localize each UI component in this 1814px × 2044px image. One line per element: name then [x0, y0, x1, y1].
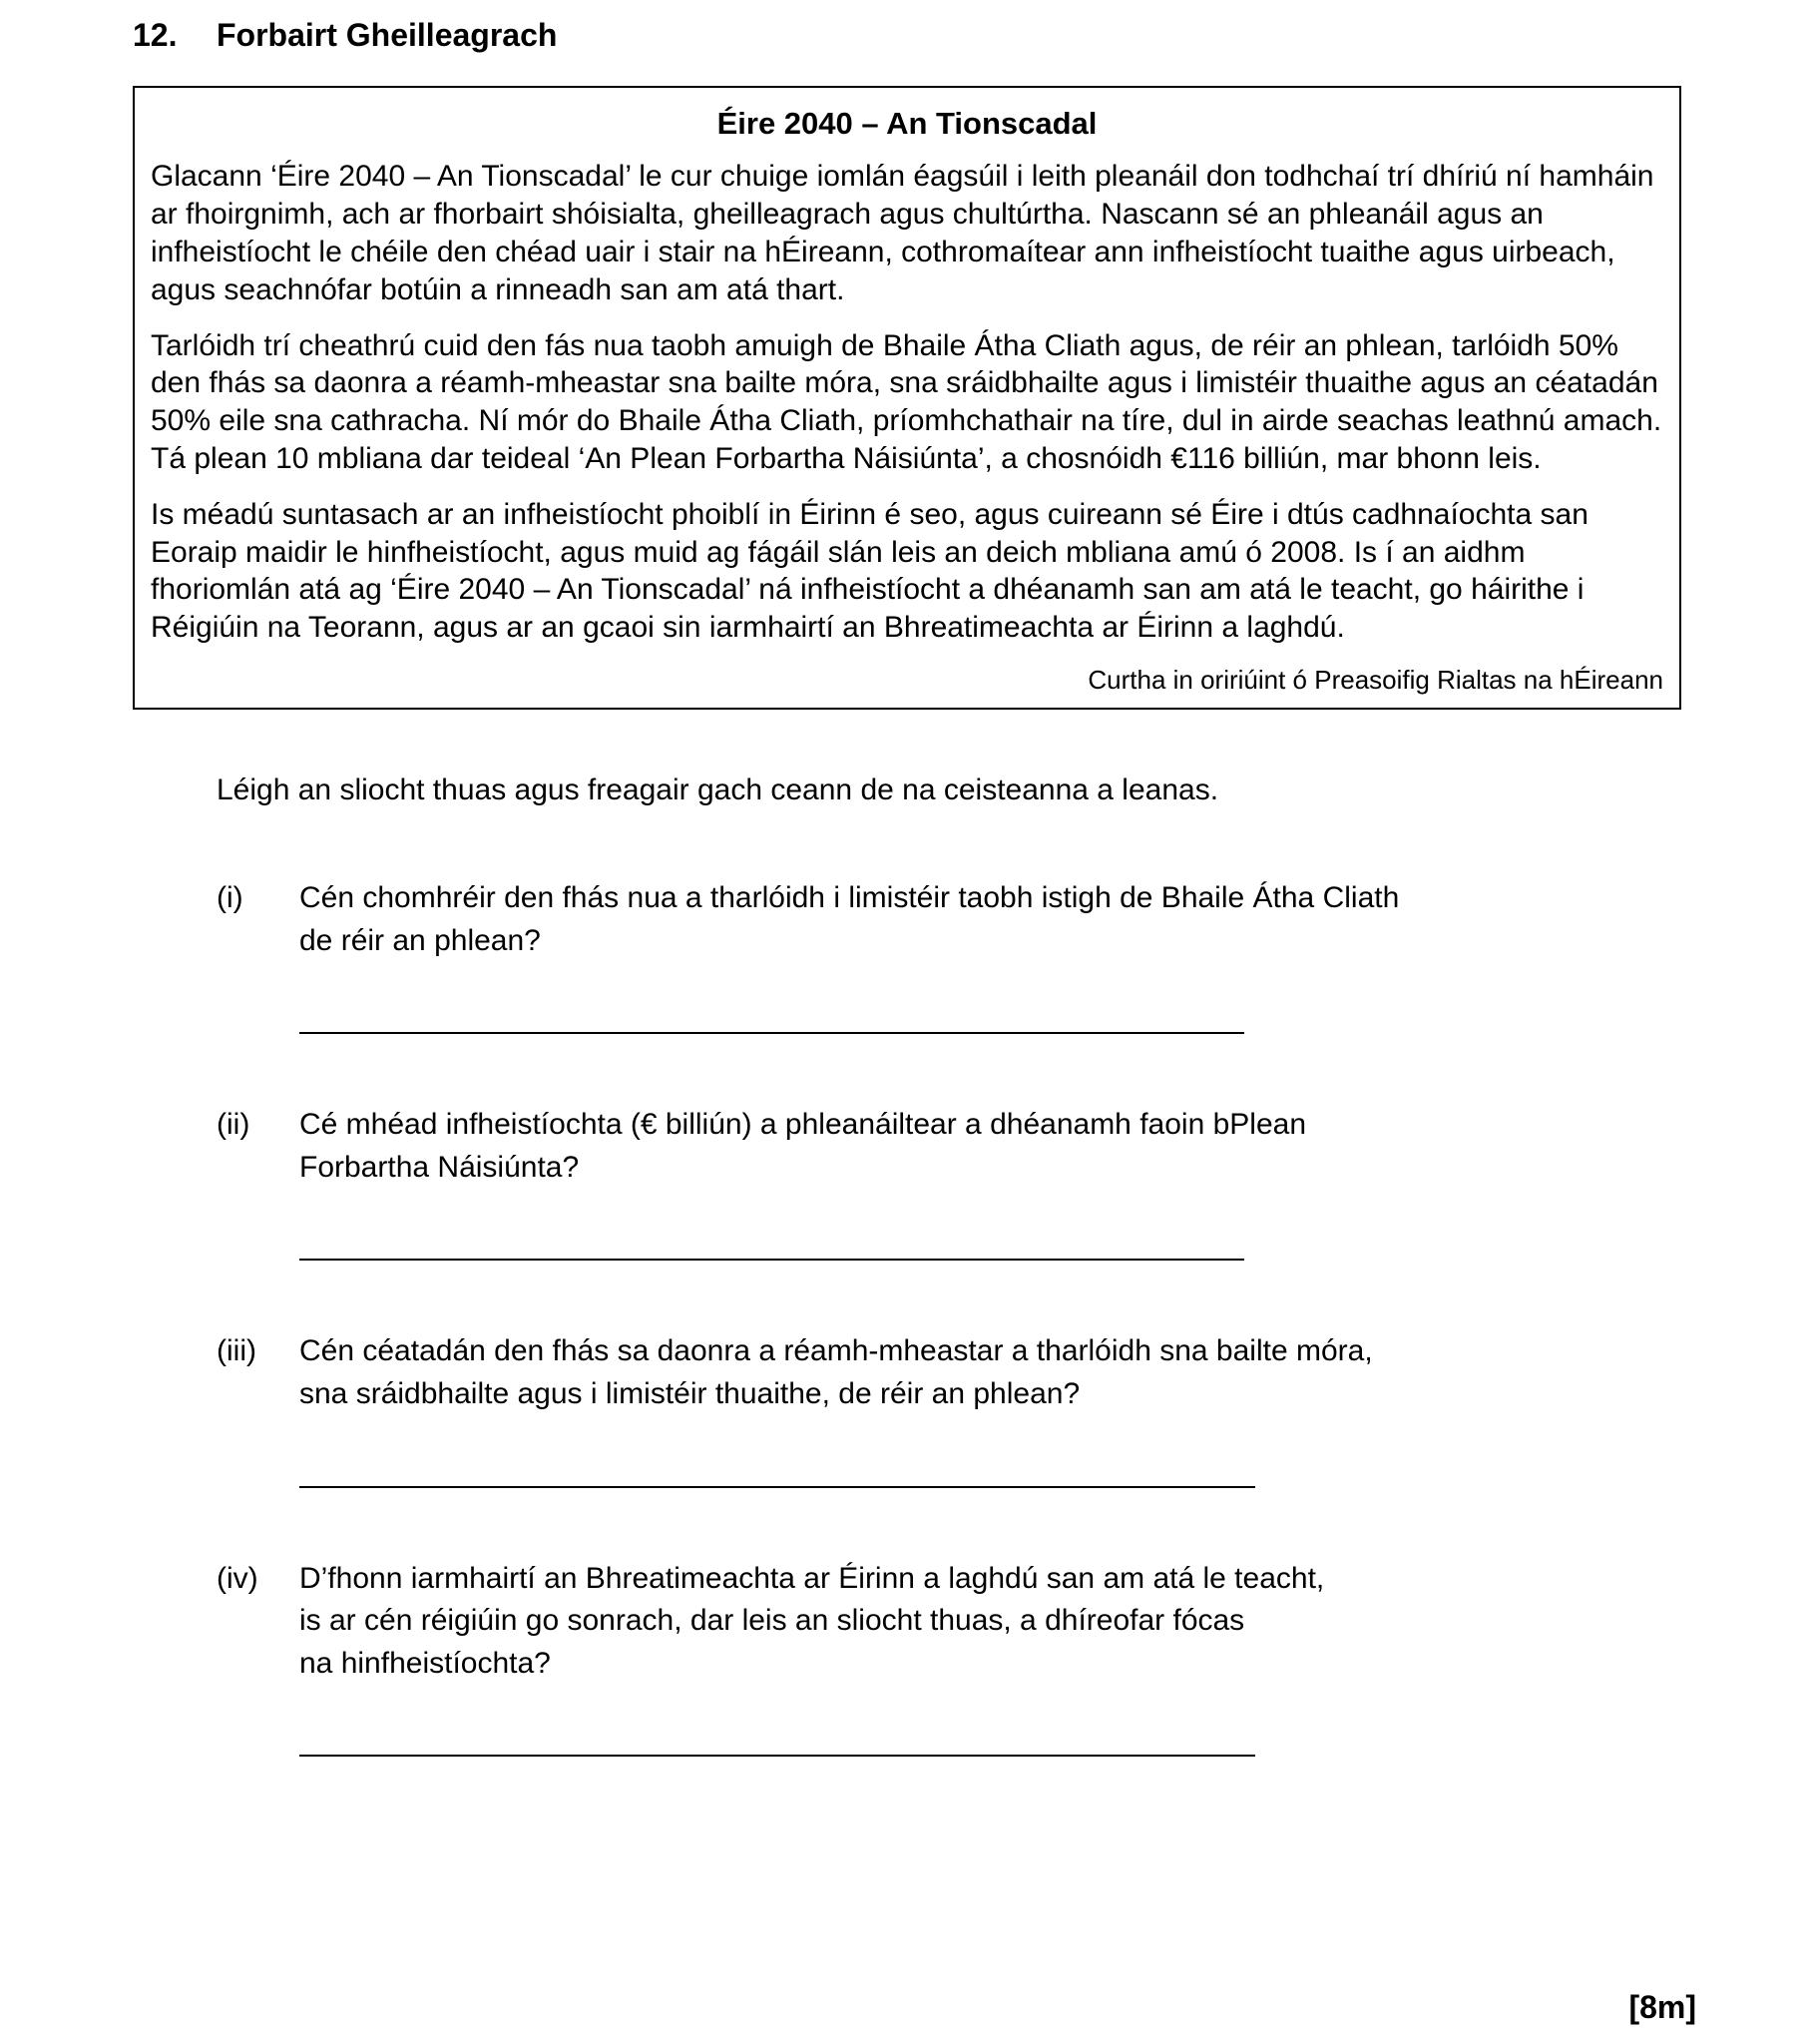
question-item: [217, 1330, 1681, 1487]
question-item: [217, 877, 1681, 1034]
question-text-line: de réir an phlean?: [299, 923, 541, 957]
question-text-line: sna sráidbhailte agus i limistéir thuaithe, de réir an phlean?: [299, 1376, 1081, 1410]
question-text: [299, 1558, 1324, 1686]
question-number: 12.: [133, 17, 178, 53]
question-text: [299, 877, 1399, 962]
question-text-line: is ar cén réigiúin go sonrach, dar leis an sliocht thuas, a dhíreofar fócas: [299, 1604, 1245, 1638]
question-text-line: Forbartha Náisiúnta?: [299, 1150, 580, 1184]
passage-title: Éire 2040 – An Tionscadal: [716, 106, 1098, 142]
question-label: (ii): [217, 1108, 250, 1142]
answer-line: [299, 1486, 1255, 1488]
question-text: [299, 1330, 1373, 1415]
section-title: Forbairt Gheilleagrach: [217, 17, 558, 53]
marks-label: [8m]: [1628, 1989, 1696, 2025]
passage-paragraph: Tarlóidh trí cheathrú cuid den fás nua taobh amuigh de Bhaile Átha Cliath agus, de réir an phlean, tarlóidh 50% den fhás sa daonra a réamh-mheastar sna bailte móra, sna sráidbhailte agus i limistéir thuaithe agus an céatadán 50% eile sna cathracha. Ní mór do Bhaile Átha Cliath, príomhchathair na tíre, dul in airde seachas leathnú amach. Tá plean 10 mbliana dar teideal ‘An Plean Forbartha Náisiúnta’, a chosnóidh €116 billiún, mar bhonn leis.: [151, 328, 1662, 475]
question-text-line: na hinfheistíochta?: [299, 1646, 551, 1680]
passage-paragraph: Is méadú suntasach ar an infheistíocht phoiblí in Éirinn é seo, agus cuireann sé Éire i dtús cadhnaíochta san Eoraip maidir le hinfheistíocht, agus muid ag fágáil slán leis an deich mbliana amú ó 2008. Is í an aidhm fhoriomlán atá ag ‘Éire 2040 – An Tionscadal’ ná infheistíocht a dhéanamh san am atá le teacht, go háirithe i Réigiúin na Teorann, agus ar an gcaoi sin iarmhairtí an Bhreatimeachta ar Éirinn a laghdú.: [151, 497, 1588, 645]
passage-attribution: Curtha in oririúint ó Preasoifig Rialtas na hÉireann: [1088, 664, 1663, 695]
question-item: [217, 1104, 1681, 1261]
question-text-line: Cén chomhréir den fhás nua a tharlóidh i limistéir taobh istigh de Bhaile Átha Cliath: [299, 880, 1400, 914]
question-text-line: D’fhonn iarmhairtí an Bhreatimeachta ar Éirinn a laghdú san am atá le teacht,: [299, 1561, 1325, 1595]
answer-line: [299, 1032, 1244, 1034]
instruction-text: Léigh an sliocht thuas agus freagair gach ceann de na ceisteanna a leanas.: [217, 772, 1219, 806]
passage-box: [133, 86, 1681, 710]
question-label: (iii): [217, 1334, 256, 1368]
passage-paragraph: Glacann ‘Éire 2040 – An Tionscadal’ le cur chuige iomlán éagsúil i leith pleanáil don todhchaí trí dhíriú ní hamháin ar fhoirgnimh, ach ar fhorbairt shóisialta, gheilleagrach agus chultúrtha. Nascann sé an phleanáil agus an infheistíocht le chéile den chéad uair i stair na hÉireann, cothromaítear ann infheistíocht tuaithe agus uirbeach, agus seachnófar botúin a rinneadh san am atá thart.: [151, 160, 1654, 306]
answer-line: [299, 1755, 1255, 1757]
question-item: [217, 1558, 1681, 1758]
question-label: (iv): [217, 1561, 258, 1595]
question-header: [133, 16, 1681, 54]
question-text: [299, 1104, 1306, 1189]
question-text-line: Cé mhéad infheistíochta (€ billiún) a phleanáiltear a dhéanamh faoin bPlean: [299, 1108, 1306, 1142]
question-text-line: Cén céatadán den fhás sa daonra a réamh-mheastar a tharlóidh sna bailte móra,: [299, 1334, 1373, 1368]
answer-line: [299, 1259, 1244, 1261]
question-label: (i): [217, 880, 243, 914]
